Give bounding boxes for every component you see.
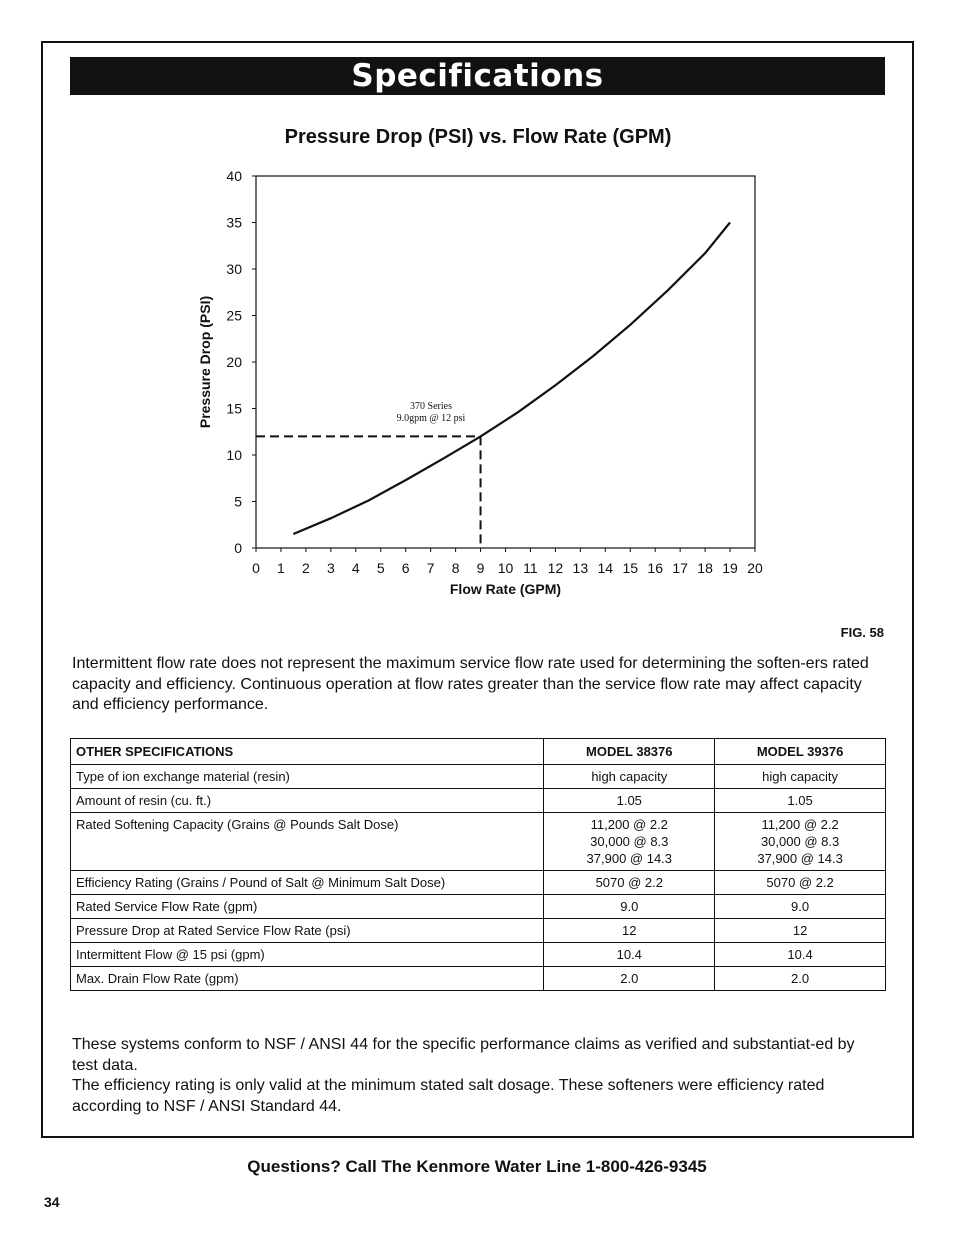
header-model-38376: MODEL 38376	[544, 739, 715, 765]
x-tick-label: 3	[326, 560, 335, 576]
cell-value: 9.0	[620, 899, 639, 914]
x-tick-label: 7	[426, 560, 435, 576]
model-39376-cell	[715, 765, 886, 789]
x-tick-label: 10	[497, 560, 514, 576]
spec-label-cell: Efficiency Rating (Grains / Pound of Salt @ Minimum Salt Dose)	[71, 871, 544, 895]
annotation-point-label: 9.0gpm @ 12 psi	[396, 413, 466, 424]
model-38376-cell	[544, 919, 715, 943]
spec-label-cell: Pressure Drop at Rated Service Flow Rate (psi)	[71, 919, 544, 943]
model-39376-cell	[715, 919, 886, 943]
model-39376-cell	[715, 813, 886, 871]
section-banner: Specifications	[70, 57, 885, 95]
table-body	[71, 765, 886, 991]
model-39376-cell	[715, 943, 886, 967]
cell-value: 12	[792, 923, 808, 938]
table-row	[71, 943, 886, 967]
model-38376-cell	[544, 789, 715, 813]
y-tick-label: 5	[234, 493, 242, 510]
cell-value: high capacity	[591, 769, 668, 784]
spec-label-cell: Type of ion exchange material (resin)	[71, 765, 544, 789]
x-tick-label: 2	[302, 560, 310, 576]
model-39376-cell	[715, 967, 886, 991]
table-row	[71, 895, 886, 919]
table-row	[71, 967, 886, 991]
cell-value: 2.0	[620, 971, 639, 986]
x-tick-label: 14	[597, 560, 614, 576]
cell-value: 1.05	[616, 793, 642, 808]
plot-frame	[256, 176, 755, 548]
y-tick-label: 20	[226, 354, 242, 370]
y-tick-label: 10	[226, 447, 242, 463]
y-tick-label: 40	[226, 168, 242, 184]
cell-value: high capacity	[762, 769, 839, 784]
x-axis-title: Flow Rate (GPM)	[449, 581, 562, 597]
cell-value: 11,200 @ 2.2	[590, 817, 668, 832]
annotation-series-label: 370 Series	[410, 401, 452, 412]
cell-value: 37,900 @ 14.3	[757, 851, 843, 866]
cell-value: 30,000 @ 8.3	[590, 834, 669, 849]
x-tick-label: 5	[376, 560, 385, 576]
cell-value: 11,200 @ 2.2	[761, 817, 839, 832]
model-38376-cell	[544, 765, 715, 789]
figure-label: FIG. 58	[840, 625, 884, 640]
model-39376-cell	[715, 895, 886, 919]
cell-value: 10.4	[787, 947, 813, 962]
model-39376-cell	[715, 871, 886, 895]
table-row	[71, 919, 886, 943]
header-other-specifications: OTHER SPECIFICATIONS	[71, 739, 544, 765]
table-row	[71, 871, 886, 895]
intro-paragraph: Intermittent flow rate does not represent the maximum service flow rate used for determining the soften-ers rated capacity and efficiency. Continuous operation at flow rates greater than the service flow rate may affect capacity and efficiency performance.	[72, 655, 869, 713]
x-tick-label: 1	[277, 560, 285, 576]
x-tick-label: 13	[572, 560, 589, 576]
x-tick-label: 9	[476, 560, 485, 576]
x-tick-label: 11	[523, 560, 538, 576]
x-tick-label: 4	[351, 560, 360, 576]
y-tick-label: 30	[226, 261, 242, 277]
x-tick-label: 6	[401, 560, 410, 576]
spec-label-cell: Max. Drain Flow Rate (gpm)	[71, 967, 544, 991]
footer-call-text: Questions? Call The Kenmore Water Line 1-800-426-9345	[247, 1157, 707, 1176]
chart-title-text: Pressure Drop (PSI) vs. Flow Rate (GPM)	[284, 126, 672, 148]
x-tick-label: 8	[451, 560, 460, 576]
efficiency-paragraph: The efficiency rating is only valid at the minimum stated salt dosage. These softeners were efficiency rated according to NSF / ANSI Standard 44.	[72, 1077, 825, 1115]
spec-label-cell: Rated Service Flow Rate (gpm)	[71, 895, 544, 919]
x-tick-label: 16	[647, 560, 663, 576]
model-39376-cell	[715, 789, 886, 813]
table-row	[71, 765, 886, 789]
cell-value: 5070 @ 2.2	[766, 875, 834, 890]
model-38376-cell	[544, 967, 715, 991]
y-axis-title: Pressure Drop (PSI)	[197, 295, 213, 429]
cell-value: 10.4	[616, 947, 642, 962]
model-38376-cell	[544, 943, 715, 967]
header-model-39376: MODEL 39376	[715, 739, 886, 765]
spec-label-cell: Intermittent Flow @ 15 psi (gpm)	[71, 943, 544, 967]
x-tick-label: 12	[547, 560, 564, 576]
spec-label-cell: Rated Softening Capacity (Grains @ Pounds Salt Dose)	[71, 813, 544, 871]
y-tick-label: 25	[226, 307, 242, 324]
series-line	[293, 223, 730, 535]
cell-value: 30,000 @ 8.3	[760, 834, 840, 849]
x-tick-label: 19	[722, 560, 738, 576]
table-row	[71, 789, 886, 813]
specifications-table	[70, 738, 886, 991]
page-number: 34	[44, 1194, 60, 1210]
cell-value: 5070 @ 2.2	[595, 875, 663, 890]
x-tick-label: 15	[622, 560, 639, 576]
table-header-row	[71, 739, 886, 765]
x-tick-label: 20	[747, 560, 763, 576]
model-38376-cell	[544, 895, 715, 919]
cell-value: 9.0	[791, 899, 810, 914]
cell-value: 37,900 @ 14.3	[586, 851, 673, 866]
cell-value: 2.0	[791, 971, 810, 986]
cell-value: 1.05	[787, 793, 813, 808]
model-38376-cell	[544, 871, 715, 895]
table-row	[71, 813, 886, 871]
y-tick-label: 35	[226, 214, 242, 231]
x-tick-label: 0	[252, 560, 260, 576]
nsf-paragraph: These systems conform to NSF / ANSI 44 for the specific performance claims as verified and substantiat-ed by test data.	[72, 1036, 855, 1074]
model-38376-cell	[544, 813, 715, 871]
cell-value: 12	[622, 923, 637, 938]
pressure-drop-chart	[0, 0, 954, 610]
x-tick-label: 17	[672, 560, 688, 576]
y-tick-label: 15	[226, 400, 242, 417]
x-tick-label: 18	[697, 560, 713, 576]
y-tick-label: 0	[234, 540, 242, 556]
spec-label-cell: Amount of resin (cu. ft.)	[71, 789, 544, 813]
